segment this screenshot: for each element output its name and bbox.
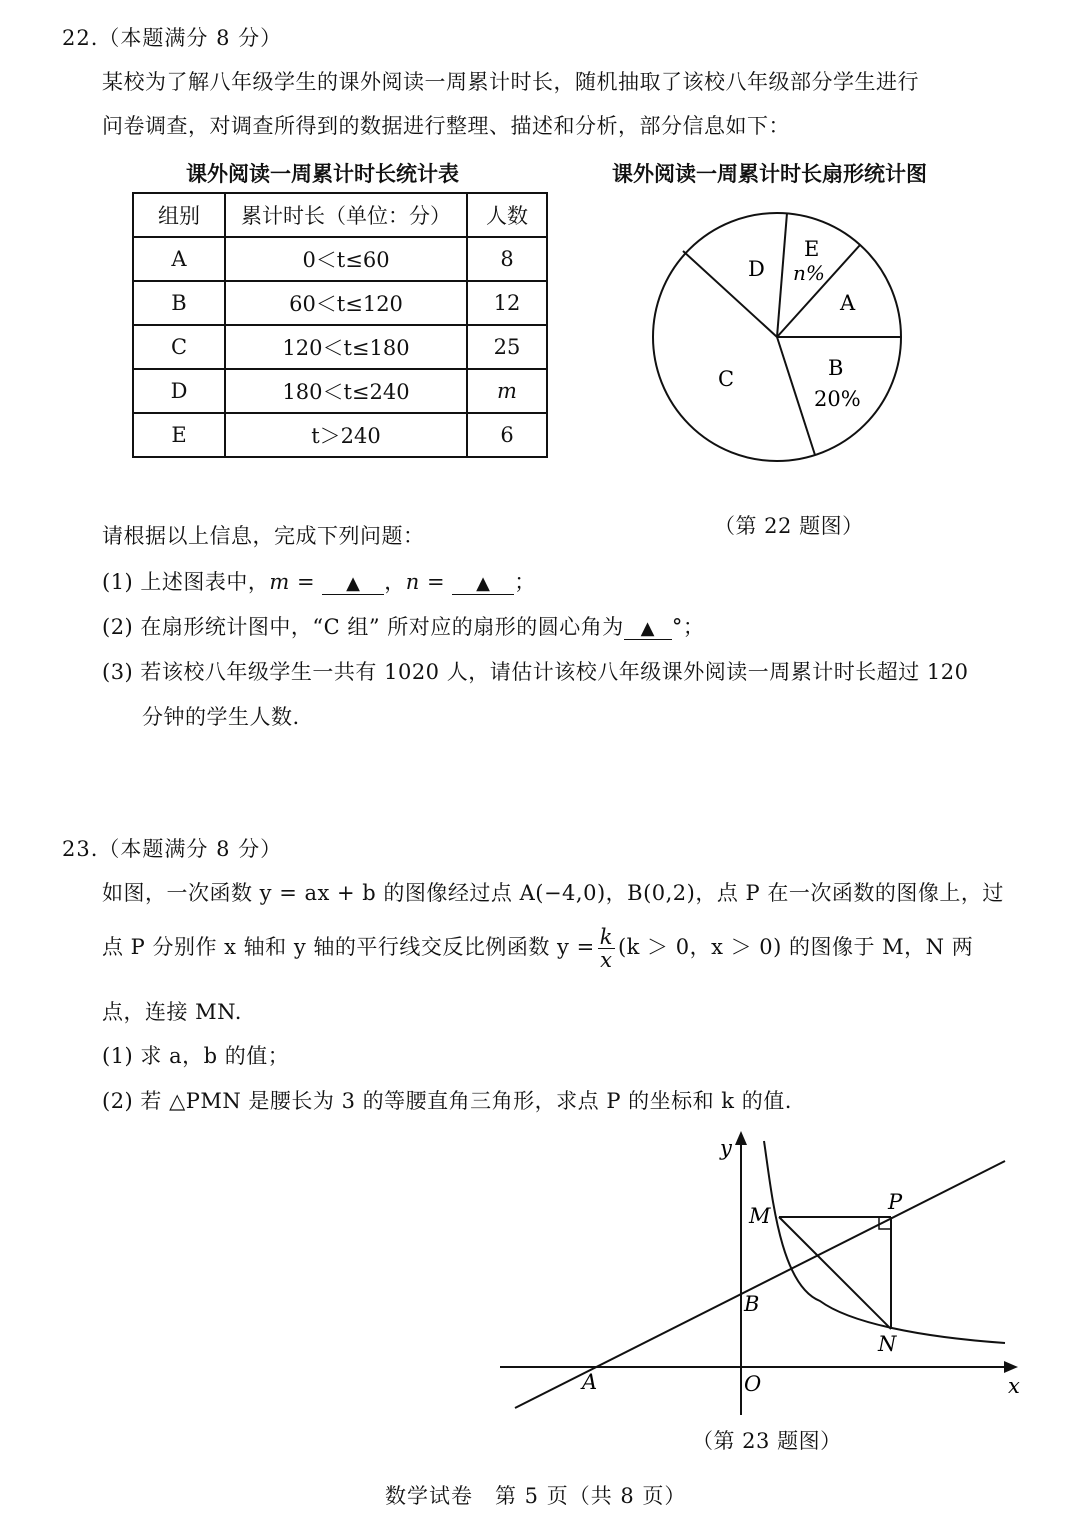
q22-table-title: 课外阅读一周累计时长统计表 <box>186 162 459 186</box>
hyperbola-curve <box>764 1141 1005 1343</box>
table-cell-group: D <box>133 369 225 413</box>
table-cell-range: 120＜t≤180 <box>225 325 467 369</box>
q22-intro-line1: 某校为了解八年级学生的课外阅读一周累计时长，随机抽取了该校八年级部分学生进行 <box>102 70 919 94</box>
fraction-k-over-x <box>598 926 615 971</box>
table-header-cell: 累计时长（单位：分） <box>225 193 467 237</box>
fraction-numerator: k <box>599 925 613 949</box>
table-row <box>133 413 547 457</box>
q23-line2-b: (k ＞ 0，x ＞ 0) 的图像于 M，N 两 <box>617 935 974 959</box>
sub1-n: n = <box>405 570 446 594</box>
pie-label-a: A <box>840 291 856 315</box>
x-axis-arrow <box>1004 1361 1018 1373</box>
table-row <box>133 369 547 413</box>
label-n: N <box>878 1332 897 1356</box>
label-x: x <box>1008 1374 1020 1398</box>
table-cell-count: 8 <box>467 237 547 281</box>
q22-sub3-line2: 分钟的学生人数. <box>142 705 300 729</box>
answer-blank-angle: ▲ <box>624 619 672 640</box>
label-o: O <box>744 1372 762 1396</box>
pie-divider <box>777 213 787 337</box>
pie-label-c: C <box>718 367 735 391</box>
label-b: B <box>744 1292 760 1316</box>
q23-line1: 如图，一次函数 y = ax + b 的图像经过点 A(−4,0)，B(0,2)，点 P 在一次函数的图像上，过 <box>102 881 1004 905</box>
q22-sub1 <box>102 566 536 596</box>
table-cell-range: 180＜t≤240 <box>225 369 467 413</box>
table-row <box>133 325 547 369</box>
q22-prompt: 请根据以上信息，完成下列问题： <box>102 524 425 548</box>
q22-sub2 <box>102 611 704 641</box>
table-header-cell: 组别 <box>133 193 225 237</box>
label-y: y <box>720 1136 732 1160</box>
y-axis-arrow <box>735 1131 747 1145</box>
table-cell-range: t＞240 <box>225 413 467 457</box>
q22-pie-chart <box>640 200 920 480</box>
q23-line2 <box>102 926 973 971</box>
pie-label-e-pct: n% <box>793 261 825 285</box>
fraction-denominator: x <box>600 948 613 972</box>
q23-line2-a: 点 P 分别作 x 轴和 y 轴的平行线交反比例函数 y = <box>102 935 595 959</box>
sub1-sep: ， <box>384 570 406 594</box>
table-row <box>133 281 547 325</box>
page-footer: 数学试卷 第 5 页（共 8 页） <box>385 1484 687 1508</box>
sub2-end: °； <box>671 615 705 639</box>
table-header-cell: 人数 <box>467 193 547 237</box>
pie-label-b-pct: 20% <box>814 387 861 411</box>
table-cell-group: B <box>133 281 225 325</box>
q22-sub3-line1: (3) 若该校八年级学生一共有 1020 人，请估计该校八年级课外阅读一周累计时长超过 120 <box>102 660 969 684</box>
table-cell-count: m <box>467 369 547 413</box>
q22-intro-line2: 问卷调查，对调查所得到的数据进行整理、描述和分析，部分信息如下： <box>102 114 790 138</box>
table-cell-group: A <box>133 237 225 281</box>
table-cell-count: 12 <box>467 281 547 325</box>
table-cell-range: 60＜t≤120 <box>225 281 467 325</box>
q23-line3: 点，连接 MN. <box>102 1000 242 1024</box>
table-cell-range: 0＜t≤60 <box>225 237 467 281</box>
label-p: P <box>888 1190 903 1214</box>
q23-header: 23.（本题满分 8 分） <box>62 837 283 861</box>
segment-mn <box>779 1217 891 1329</box>
q22-caption: （第 22 题图） <box>714 514 864 538</box>
pie-label-e: E <box>804 237 820 261</box>
table-header-row <box>133 193 547 237</box>
table-cell-group: C <box>133 325 225 369</box>
pie-label-b: B <box>828 356 844 380</box>
answer-blank-m: ▲ <box>322 574 384 595</box>
q23-sub1: (1) 求 a，b 的值； <box>102 1044 290 1068</box>
q22-header: 22.（本题满分 8 分） <box>62 26 283 50</box>
sub2-text: (2) 在扇形统计图中，“C 组” 所对应的扇形的圆心角为 <box>102 615 624 639</box>
sub1-text: (1) 上述图表中， <box>102 570 270 594</box>
answer-blank-n: ▲ <box>452 574 514 595</box>
q23-caption: （第 23 题图） <box>692 1429 842 1453</box>
pie-label-d: D <box>748 257 765 281</box>
label-m: M <box>749 1204 771 1228</box>
q23-graph <box>490 1125 1040 1415</box>
label-a: A <box>582 1370 598 1394</box>
q22-pie-title: 课外阅读一周累计时长扇形统计图 <box>612 162 927 186</box>
sub1-m: m = <box>269 570 316 594</box>
table-row <box>133 237 547 281</box>
table-cell-count: 25 <box>467 325 547 369</box>
q23-sub2: (2) 若 △PMN 是腰长为 3 的等腰直角三角形，求点 P 的坐标和 k 的值. <box>102 1089 792 1113</box>
sub1-end: ； <box>514 570 536 594</box>
pie-divider <box>777 337 815 455</box>
table-cell-group: E <box>133 413 225 457</box>
table-cell-count: 6 <box>467 413 547 457</box>
q22-stat-table <box>132 192 548 458</box>
